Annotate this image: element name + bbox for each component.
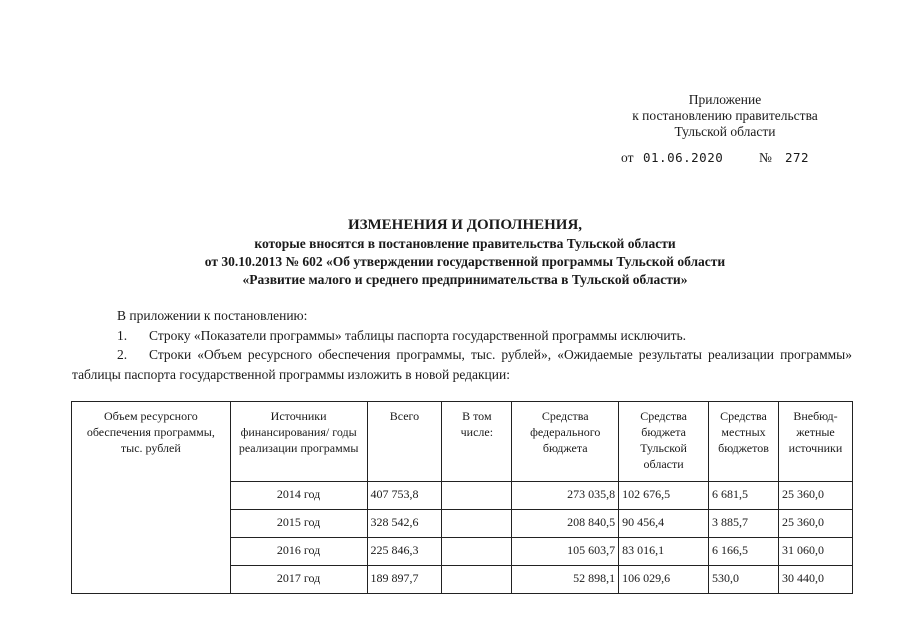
row-label-cell: Объем ресурсного обеспечения программы, тыс. рублей — [72, 402, 231, 594]
item-2 — [72, 345, 852, 384]
including-cell — [442, 538, 512, 566]
year-cell: 2017 год — [230, 566, 367, 594]
local-budget-cell: 6 681,5 — [709, 482, 779, 510]
including-cell — [442, 482, 512, 510]
total-cell: 225 846,3 — [367, 538, 442, 566]
regional-budget-cell: 83 016,1 — [619, 538, 709, 566]
federal-budget-cell: 105 603,7 — [512, 538, 619, 566]
regional-budget-cell: 90 456,4 — [619, 510, 709, 538]
item-1 — [72, 326, 852, 346]
header-cell: Всего — [367, 402, 442, 482]
title-line-2: которые вносятся в постановление правительства Тульской области — [254, 236, 676, 251]
appendix-line-1: Приложение — [688, 92, 762, 107]
total-cell: 407 753,8 — [367, 482, 442, 510]
document-body — [72, 306, 852, 384]
resolution-date-number — [621, 150, 821, 168]
local-budget-cell: 530,0 — [709, 566, 779, 594]
resolution-number: 272 — [785, 150, 810, 165]
regional-budget-cell: 102 676,5 — [619, 482, 709, 510]
including-cell — [442, 566, 512, 594]
extrabudgetary-cell: 25 360,0 — [778, 510, 852, 538]
intro-paragraph: В приложении к постановлению: — [117, 308, 308, 323]
local-budget-cell: 3 885,7 — [709, 510, 779, 538]
header-cell: Средства федерального бюджета — [512, 402, 619, 482]
header-cell: В том числе: — [442, 402, 512, 482]
header-cell: Внебюд-жетные источники — [778, 402, 852, 482]
header-cell: Источники финансирования/ годы реализации программы — [230, 402, 367, 482]
item-2-text: Строки «Объем ресурсного обеспечения программы, тыс. рублей», «Ожидаемые результаты реализации программы» таблицы паспорта государственной программы изложить в новой редакции: — [72, 347, 852, 382]
header-cell: Средства бюджета Тульской области — [619, 402, 709, 482]
extrabudgetary-cell: 25 360,0 — [778, 482, 852, 510]
title-line-3: от 30.10.2013 № 602 «Об утверждении государственной программы Тульской области — [204, 254, 726, 269]
total-cell: 328 542,6 — [367, 510, 442, 538]
federal-budget-cell: 52 898,1 — [512, 566, 619, 594]
title-line-1: ИЗМЕНЕНИЯ И ДОПОЛНЕНИЯ, — [347, 217, 583, 233]
extrabudgetary-cell: 30 440,0 — [778, 566, 852, 594]
year-cell: 2016 год — [230, 538, 367, 566]
item-2-number: 2. — [117, 347, 128, 362]
table-header-row — [72, 402, 853, 482]
year-cell: 2015 год — [230, 510, 367, 538]
appendix-header — [600, 92, 850, 140]
federal-budget-cell: 273 035,8 — [512, 482, 619, 510]
document-title — [70, 215, 860, 289]
year-cell: 2014 год — [230, 482, 367, 510]
appendix-line-3: Тульской области — [674, 124, 776, 139]
federal-budget-cell: 208 840,5 — [512, 510, 619, 538]
local-budget-cell: 6 166,5 — [709, 538, 779, 566]
date-label: от — [621, 150, 634, 165]
header-cell: Средства местных бюджетов — [709, 402, 779, 482]
including-cell — [442, 510, 512, 538]
number-label: № — [759, 150, 772, 165]
total-cell: 189 897,7 — [367, 566, 442, 594]
resolution-date: 01.06.2020 — [643, 150, 724, 165]
extrabudgetary-cell: 31 060,0 — [778, 538, 852, 566]
title-line-4: «Развитие малого и среднего предпринимательства в Тульской области» — [242, 272, 688, 287]
resource-table — [71, 401, 853, 594]
appendix-line-2: к постановлению правительства — [632, 108, 818, 123]
item-1-text: Строку «Показатели программы» таблицы паспорта государственной программы исключить. — [149, 327, 687, 343]
item-1-number: 1. — [117, 327, 128, 343]
regional-budget-cell: 106 029,6 — [619, 566, 709, 594]
